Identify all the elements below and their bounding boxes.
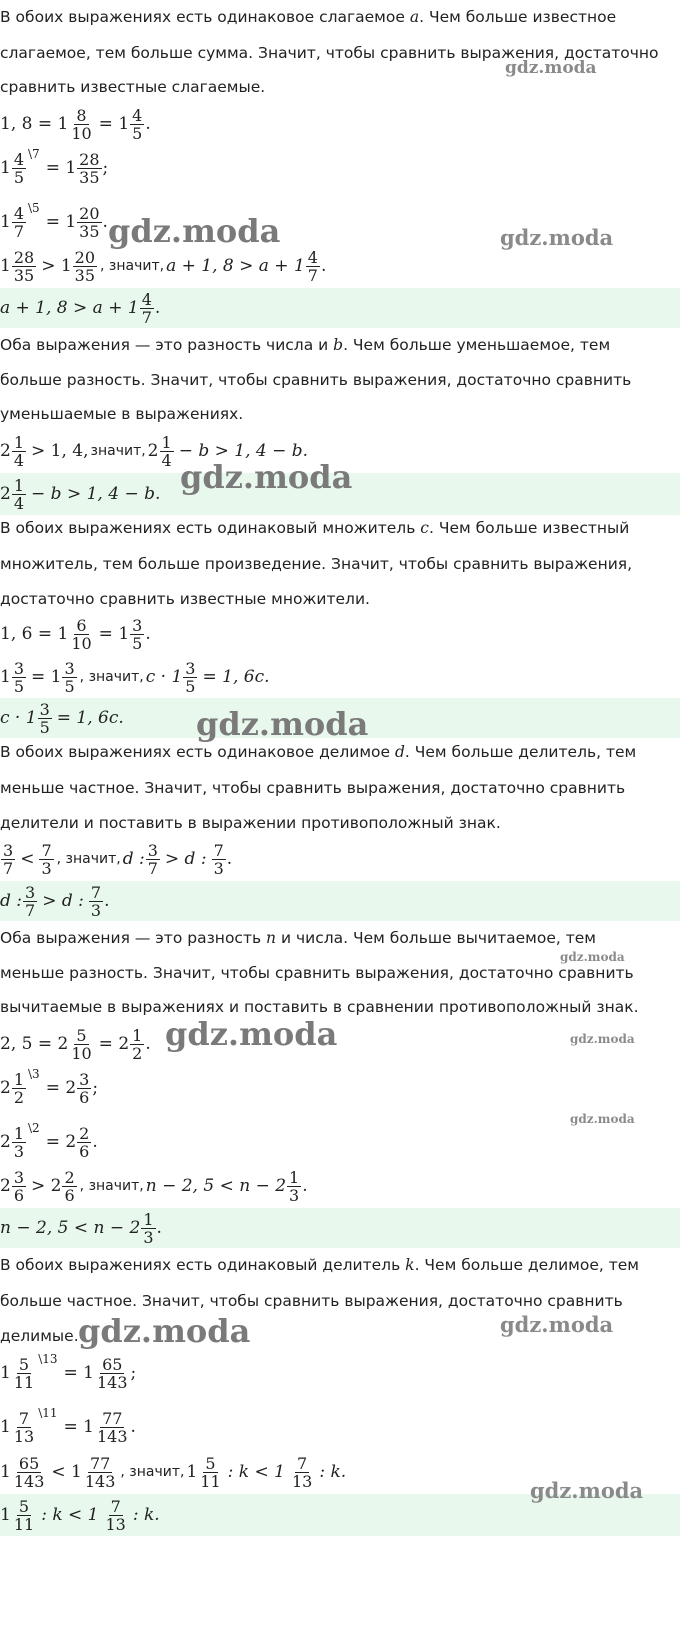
s5-paragraph-line3: вычитаемые в выражениях и поставить в сравнении противоположный знак. — [0, 998, 639, 1016]
s3-math-line1: 1, 6 = 1 $\frac{6}{10}$ = 1 $\frac{3}{5}$ . — [0, 615, 151, 653]
s2-answer-box: 2 $\frac{1}{4}$ − b > 1, 4 − b. — [0, 473, 680, 515]
watermark: gdz.moda — [570, 1032, 635, 1046]
s5-paragraph-line1: Оба выражения — это разность n и числа. Чем больше вычитаемое, тем — [0, 929, 596, 947]
s6-answer-box: 1 $\frac{5}{11}$ : k < 1 $\frac{7}{13}$ : k. — [0, 1494, 680, 1536]
s1-paragraph-line1: В обоих выражениях есть одинаковое слагаемое a. Чем больше известное — [0, 8, 617, 26]
watermark: gdz.moda — [500, 225, 614, 250]
s1-paragraph-line2: слагаемое, тем больше сумма. Значит, чтобы сравнить выражения, достаточно — [0, 44, 659, 62]
s1-math-line4: 1 $\frac{28}{35}$ > 1 $\frac{20}{35}$ , значит, a + 1, 8 > a + 1 $\frac{4}{7}$ . — [0, 247, 327, 285]
watermark: gdz.moda — [108, 212, 281, 250]
s5-math-line2: 2 $\frac{1}{2}$ \3 = 2 $\frac{3}{6}$ ; — [0, 1067, 99, 1107]
s6-math-line1: 1 $\frac{5}{11}$ \13 = 1 $\frac{65}{143}$ ; — [0, 1352, 137, 1392]
s4-math-line1: $\frac{3}{7}$ < $\frac{7}{3}$ , значит, d : $\frac{3}{7}$ > d : $\frac{7}{3}$ . — [3, 840, 233, 878]
s4-paragraph-line2: меньше частное. Значит, чтобы сравнить выражения, достаточно сравнить — [0, 779, 626, 797]
watermark: gdz.moda — [196, 705, 369, 743]
s1-math-line2: 1 $\frac{4}{5}$ \7 = 1 $\frac{28}{35}$ ; — [0, 147, 109, 187]
s3-paragraph-line1: В обоих выражениях есть одинаковый множитель c. Чем больше известный — [0, 519, 630, 537]
s6-paragraph-line2: больше частное. Значит, чтобы сравнить выражения, достаточно сравнить — [0, 1292, 623, 1310]
s1-math-line1: 1, 8 = 1 $\frac{8}{10}$ = 1 $\frac{4}{5}$ . — [0, 105, 151, 143]
s3-paragraph-line3: достаточно сравнить известные множители. — [0, 590, 370, 608]
s4-answer-box: d : $\frac{3}{7}$ > d : $\frac{7}{3}$ . — [0, 881, 680, 921]
s6-math-line2: 1 $\frac{7}{13}$ \11 = 1 $\frac{77}{143}$ . — [0, 1406, 136, 1446]
watermark: gdz.moda — [530, 1478, 644, 1503]
s5-math-line4: 2 $\frac{3}{6}$ > 2 $\frac{2}{6}$ , значит, n − 2, 5 < n − 2 $\frac{1}{3}$ . — [0, 1167, 308, 1205]
watermark: gdz.moda — [180, 458, 353, 496]
s5-math-line3: 2 $\frac{1}{3}$ \2 = 2 $\frac{2}{6}$ . — [0, 1121, 98, 1161]
s4-paragraph-line1: В обоих выражениях есть одинаковое делимое d. Чем больше делитель, тем — [0, 743, 637, 761]
watermark: gdz.moda — [505, 58, 597, 78]
watermark: gdz.moda — [78, 1312, 251, 1350]
s5-answer-box: n − 2, 5 < n − 2 $\frac{1}{3}$ . — [0, 1208, 680, 1248]
s6-paragraph-line1: В обоих выражениях есть одинаковый делитель k. Чем больше делимое, тем — [0, 1256, 639, 1274]
s1-answer-box: a + 1, 8 > a + 1 $\frac{4}{7}$ . — [0, 288, 680, 328]
watermark: gdz.moda — [165, 1015, 338, 1053]
s2-math-line1: 2 $\frac{1}{4}$ > 1, 4, значит, 2 $\frac{1}{4}$ − b > 1, 4 − b. — [0, 432, 309, 470]
s1-paragraph-line3: сравнить известные слагаемые. — [0, 78, 266, 96]
s5-math-line1: 2, 5 = 2 $\frac{5}{10}$ = 2 $\frac{1}{2}$ . — [0, 1025, 151, 1063]
s4-paragraph-line3: делители и поставить в выражении противоположный знак. — [0, 814, 501, 832]
s2-paragraph-line2: больше разность. Значит, чтобы сравнить выражения, достаточно сравнить — [0, 371, 632, 389]
s3-math-line2: 1 $\frac{3}{5}$ = 1 $\frac{3}{5}$ , значит, c · 1 $\frac{3}{5}$ = 1, 6c. — [0, 658, 270, 696]
watermark: gdz.moda — [560, 950, 625, 964]
s2-paragraph-line1: Оба выражения — это разность числа и b. Чем больше уменьшаемое, тем — [0, 336, 611, 354]
s3-paragraph-line2: множитель, тем больше произведение. Значит, чтобы сравнить выражения, — [0, 555, 633, 573]
s1-math-line3: 1 $\frac{4}{7}$ \5 = 1 $\frac{20}{35}$ . — [0, 201, 108, 241]
s3-answer-box: c · 1 $\frac{3}{5}$ = 1, 6c. — [0, 698, 680, 738]
s2-paragraph-line3: уменьшаемые в выражениях. — [0, 405, 244, 423]
s6-paragraph-line3: делимые. — [0, 1327, 79, 1345]
watermark: gdz.moda — [500, 1312, 614, 1337]
watermark: gdz.moda — [570, 1112, 635, 1126]
s6-math-line3: 1 $\frac{65}{143}$ < 1 $\frac{77}{143}$ , значит, 1 $\frac{5}{11}$ : k < 1 $\frac{7}{13}$ : k. — [0, 1453, 347, 1491]
s5-paragraph-line2: меньше разность. Значит, чтобы сравнить выражения, достаточно сравнить — [0, 964, 634, 982]
